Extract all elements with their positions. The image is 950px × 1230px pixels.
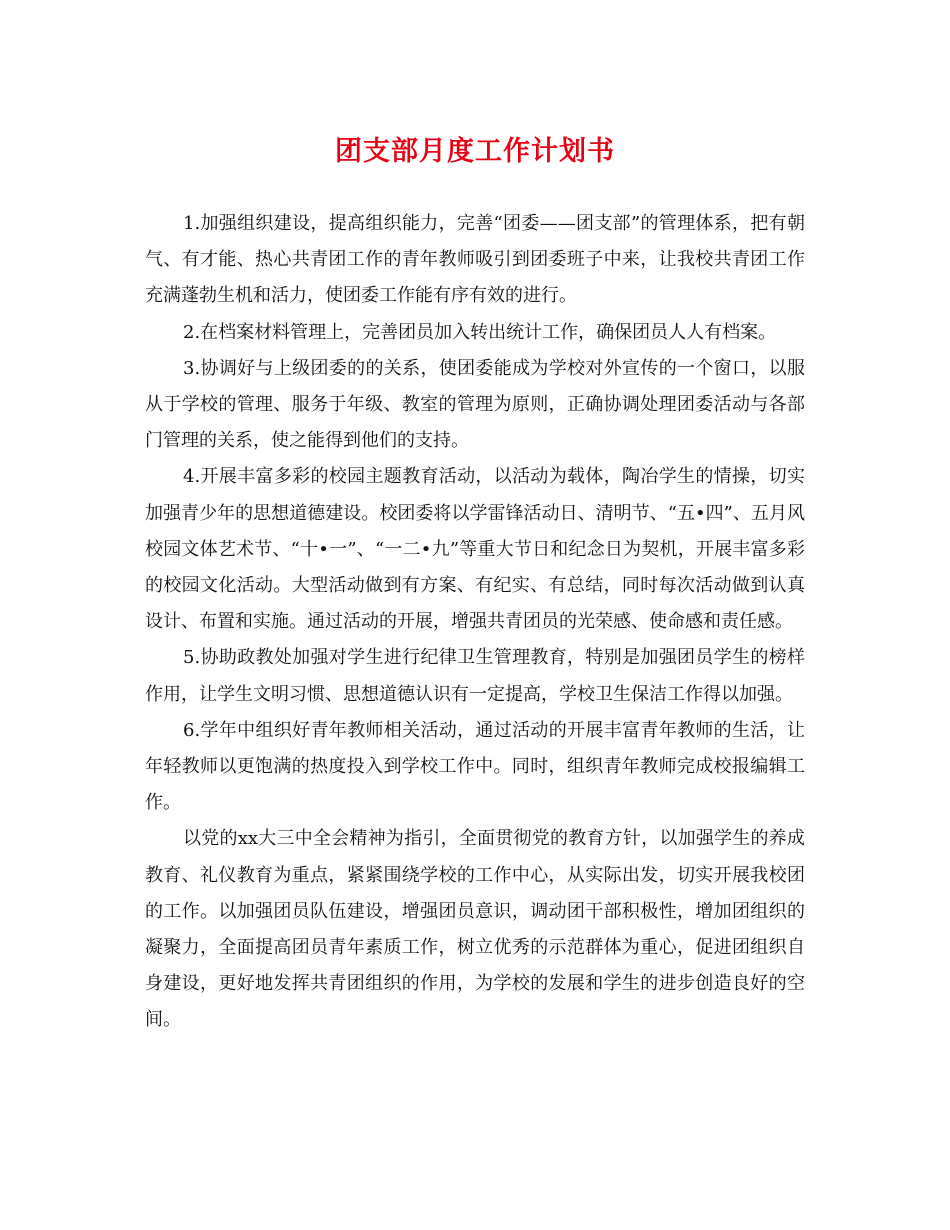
document-body	[145, 206, 805, 1039]
paragraph-2: 2.在档案材料管理上，完善团员加入转出统计工作，确保团员人人有档案。	[183, 321, 777, 343]
paragraph-1: 1.加强组织建设，提高组织能力，完善“团委——团支部”的管理体系，把有朝气、有才能、热心共青团工作的青年教师吸引到团委班子中来，让我校共青团工作充满蓬勃生机和活力，使团委工作能有序有效的进行。	[145, 213, 805, 307]
paragraph-7: 以党的xx大三中全会精神为指引，全面贯彻党的教育方针，以加强学生的养成教育、礼仪教育为重点，紧紧围绕学校的工作中心，从实际出发，切实开展我校团的工作。以加强团员队伍建设，增强团员意识，调动团干部积极性，增加团组织的凝聚力，全面提高团员青年素质工作，树立优秀的示范群体为重心，促进团组织自身建设，更好地发挥共青团组织的作用，为学校的发展和学生的进步创造良好的空间。	[145, 828, 805, 1031]
paragraph-6: 6.学年中组织好青年教师相关活动，通过活动的开展丰富青年教师的生活，让年轻教师以更饱满的热度投入到学校工作中。同时，组织青年教师完成校报编辑工作。	[145, 719, 805, 814]
paragraph-5: 5.协助政教处加强对学生进行纪律卫生管理教育，特别是加强团员学生的榜样作用，让学生文明习惯、思想道德认识有一定提高，学校卫生保洁工作得以加强。	[145, 647, 805, 705]
paragraph-3: 3.协调好与上级团委的的关系，使团委能成为学校对外宣传的一个窗口，以服从于学校的管理、服务于年级、教室的管理为原则，正确协调处理团委活动与各部门管理的关系，使之能得到他们的支持。	[145, 357, 805, 452]
paragraph-4: 4.开展丰富多彩的校园主题教育活动，以活动为载体，陶冶学生的情操，切实加强青少年的思想道德建设。校团委将以学雷锋活动日、清明节、“五•四”、五月风校园文体艺术节、“十•一”、“一二•九”等重大节日和纪念日为契机，开展丰富多彩的校园文化活动。大型活动做到有方案、有纪实、有总结，同时每次活动做到认真设计、布置和实施。通过活动的开展，增强共青团员的光荣感、使命感和责任感。	[145, 466, 805, 633]
document-title: 团支部月度工作计划书	[335, 136, 615, 167]
